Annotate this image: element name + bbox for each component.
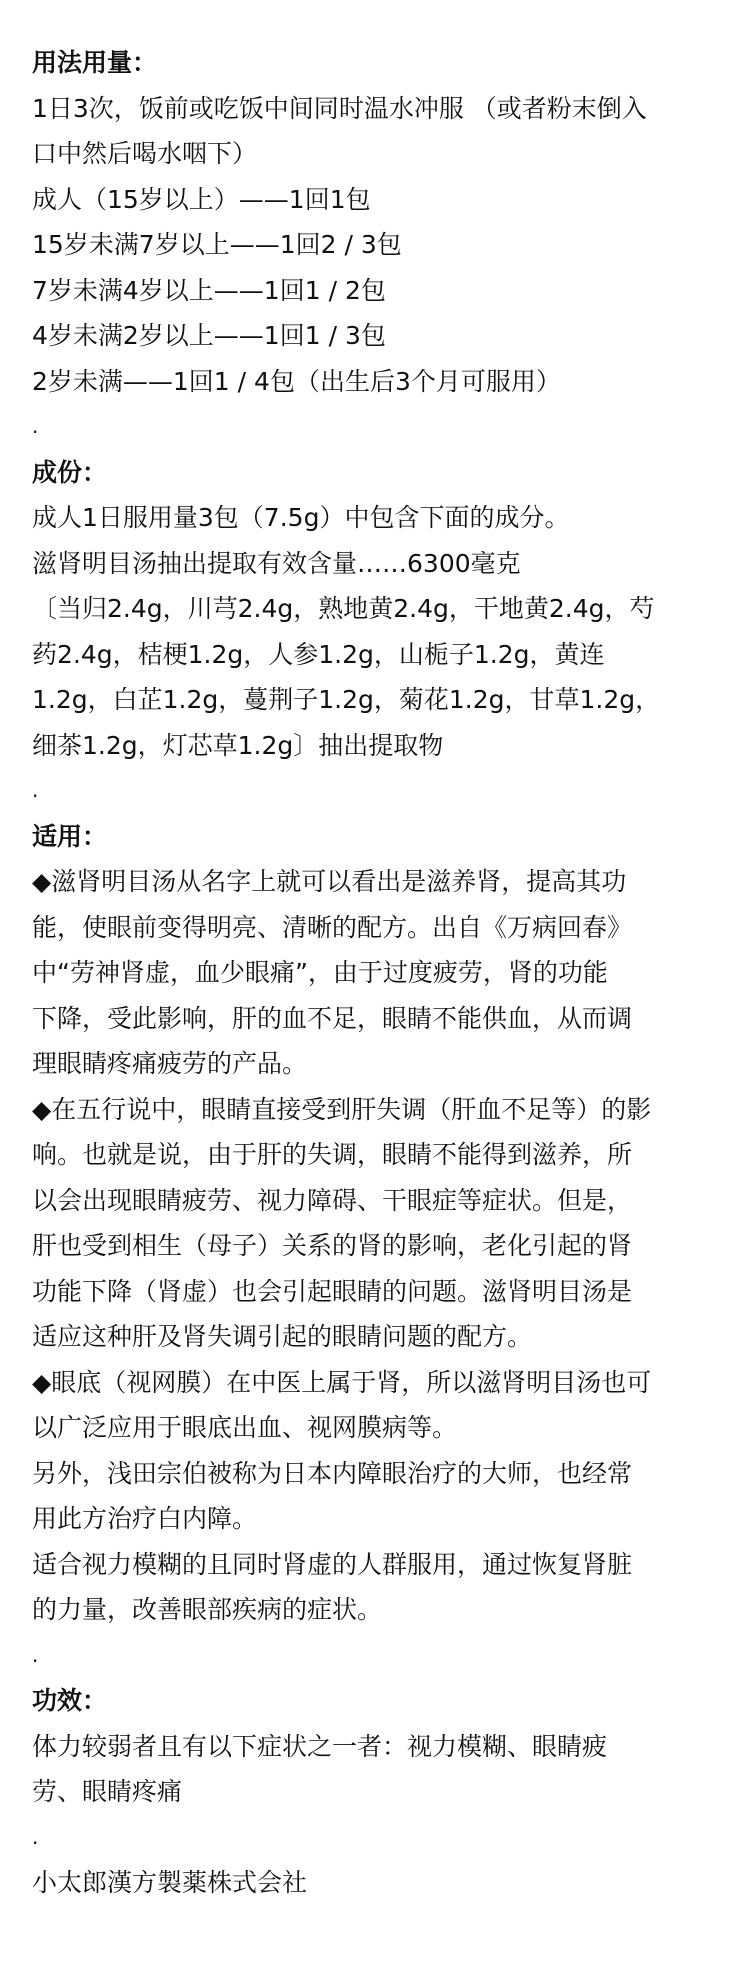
application-line: 适合视力模糊的且同时肾虚的人群服用，通过恢复肾脏: [32, 1549, 633, 1579]
ingredients-line: 〔当归2.4g，川芎2.4g，熟地黄2.4g，干地黄2.4g，芍: [32, 594, 655, 623]
ingredients-line: 成人1日服用量3包（7.5g）中包含下面的成分。: [32, 503, 570, 532]
usage-line: 7岁未满4岁以上——1回1 / 2包: [32, 275, 386, 305]
application-line: ◆滋肾明目汤从名字上就可以看出是滋养肾，提高其功: [32, 867, 627, 896]
application-line: 适应这种肝及肾失调引起的眼睛问题的配方。: [32, 1322, 533, 1351]
usage-line: 2岁未满——1回1 / 4包（出生后3个月可服用）: [32, 366, 561, 396]
application-line: 肝也受到相生（母子）关系的肾的影响，老化引起的肾: [32, 1231, 633, 1260]
section-separator: .: [32, 414, 39, 438]
company-name: 小太郎漢方製薬株式会社: [32, 1868, 308, 1897]
usage-line: 1日3次，饭前或吃饭中间同时温水冲服 （或者粉末倒入: [32, 93, 647, 123]
application-line: 用此方治疗白内障。: [32, 1504, 258, 1533]
application-line: ◆眼底（视网膜）在中医上属于肾，所以滋肾明目汤也可: [32, 1367, 652, 1397]
efficacy-heading: 功效：: [32, 1686, 108, 1715]
application-line: ◆在五行说中，眼睛直接受到肝失调（肝血不足等）的影: [32, 1094, 652, 1124]
application-line: 功能下降（肾虚）也会引起眼睛的问题。滋肾明目汤是: [32, 1276, 633, 1306]
application-line: 的力量，改善眼部疾病的症状。: [32, 1595, 383, 1624]
application-line: 以广泛应用于眼底出血、视网膜病等。: [32, 1413, 458, 1442]
application-line: 以会出现眼睛疲劳、视力障碍、干眼症等症状。但是，: [32, 1185, 633, 1215]
application-line: 中“劳神肾虚，血少眼痛”，由于过度疲劳，肾的功能: [32, 958, 608, 987]
ingredients-line: 细茶1.2g，灯芯草1.2g〕抽出提取物: [32, 730, 444, 760]
usage-line: 4岁未满2岁以上——1回1 / 3包: [32, 321, 386, 350]
ingredients-heading: 成份：: [32, 457, 108, 487]
application-line: 能，使眼前变得明亮、清晰的配方。出自《万病回春》: [32, 912, 633, 942]
ingredients-line: 药2.4g，桔梗1.2g，人参1.2g，山栀子1.2g，黄连: [32, 639, 605, 669]
usage-heading: 用法用量：: [32, 48, 158, 77]
ingredients-line: 1.2g，白芷1.2g，蔓荆子1.2g，菊花1.2g，甘草1.2g，: [32, 685, 661, 714]
usage-line: 成人（15岁以上）——1回1包: [32, 184, 371, 214]
application-line: 理眼睛疼痛疲劳的产品。: [32, 1049, 308, 1078]
section-separator: .: [32, 778, 39, 802]
application-line: 另外，浅田宗伯被称为日本内障眼治疗的大师，也经常: [32, 1458, 633, 1488]
usage-line: 15岁未满7岁以上——1回2 / 3包: [32, 230, 402, 259]
section-separator: .: [32, 1824, 39, 1849]
application-line: 响。也就是说，由于肝的失调，眼睛不能得到滋养，所: [32, 1140, 633, 1169]
efficacy-line: 劳、眼睛疼痛: [32, 1777, 183, 1806]
usage-line: 口中然后喝水咽下）: [32, 139, 258, 168]
application-line: 下降，受此影响，肝的血不足，眼睛不能供血，从而调: [32, 1003, 633, 1033]
section-separator: .: [32, 1642, 39, 1667]
efficacy-line: 体力较弱者且有以下症状之一者：视力模糊、眼睛疲: [32, 1731, 608, 1761]
application-heading: 适用：: [32, 821, 108, 851]
ingredients-line: 滋肾明目汤抽出提取有效含量……6300毫克: [32, 548, 521, 578]
